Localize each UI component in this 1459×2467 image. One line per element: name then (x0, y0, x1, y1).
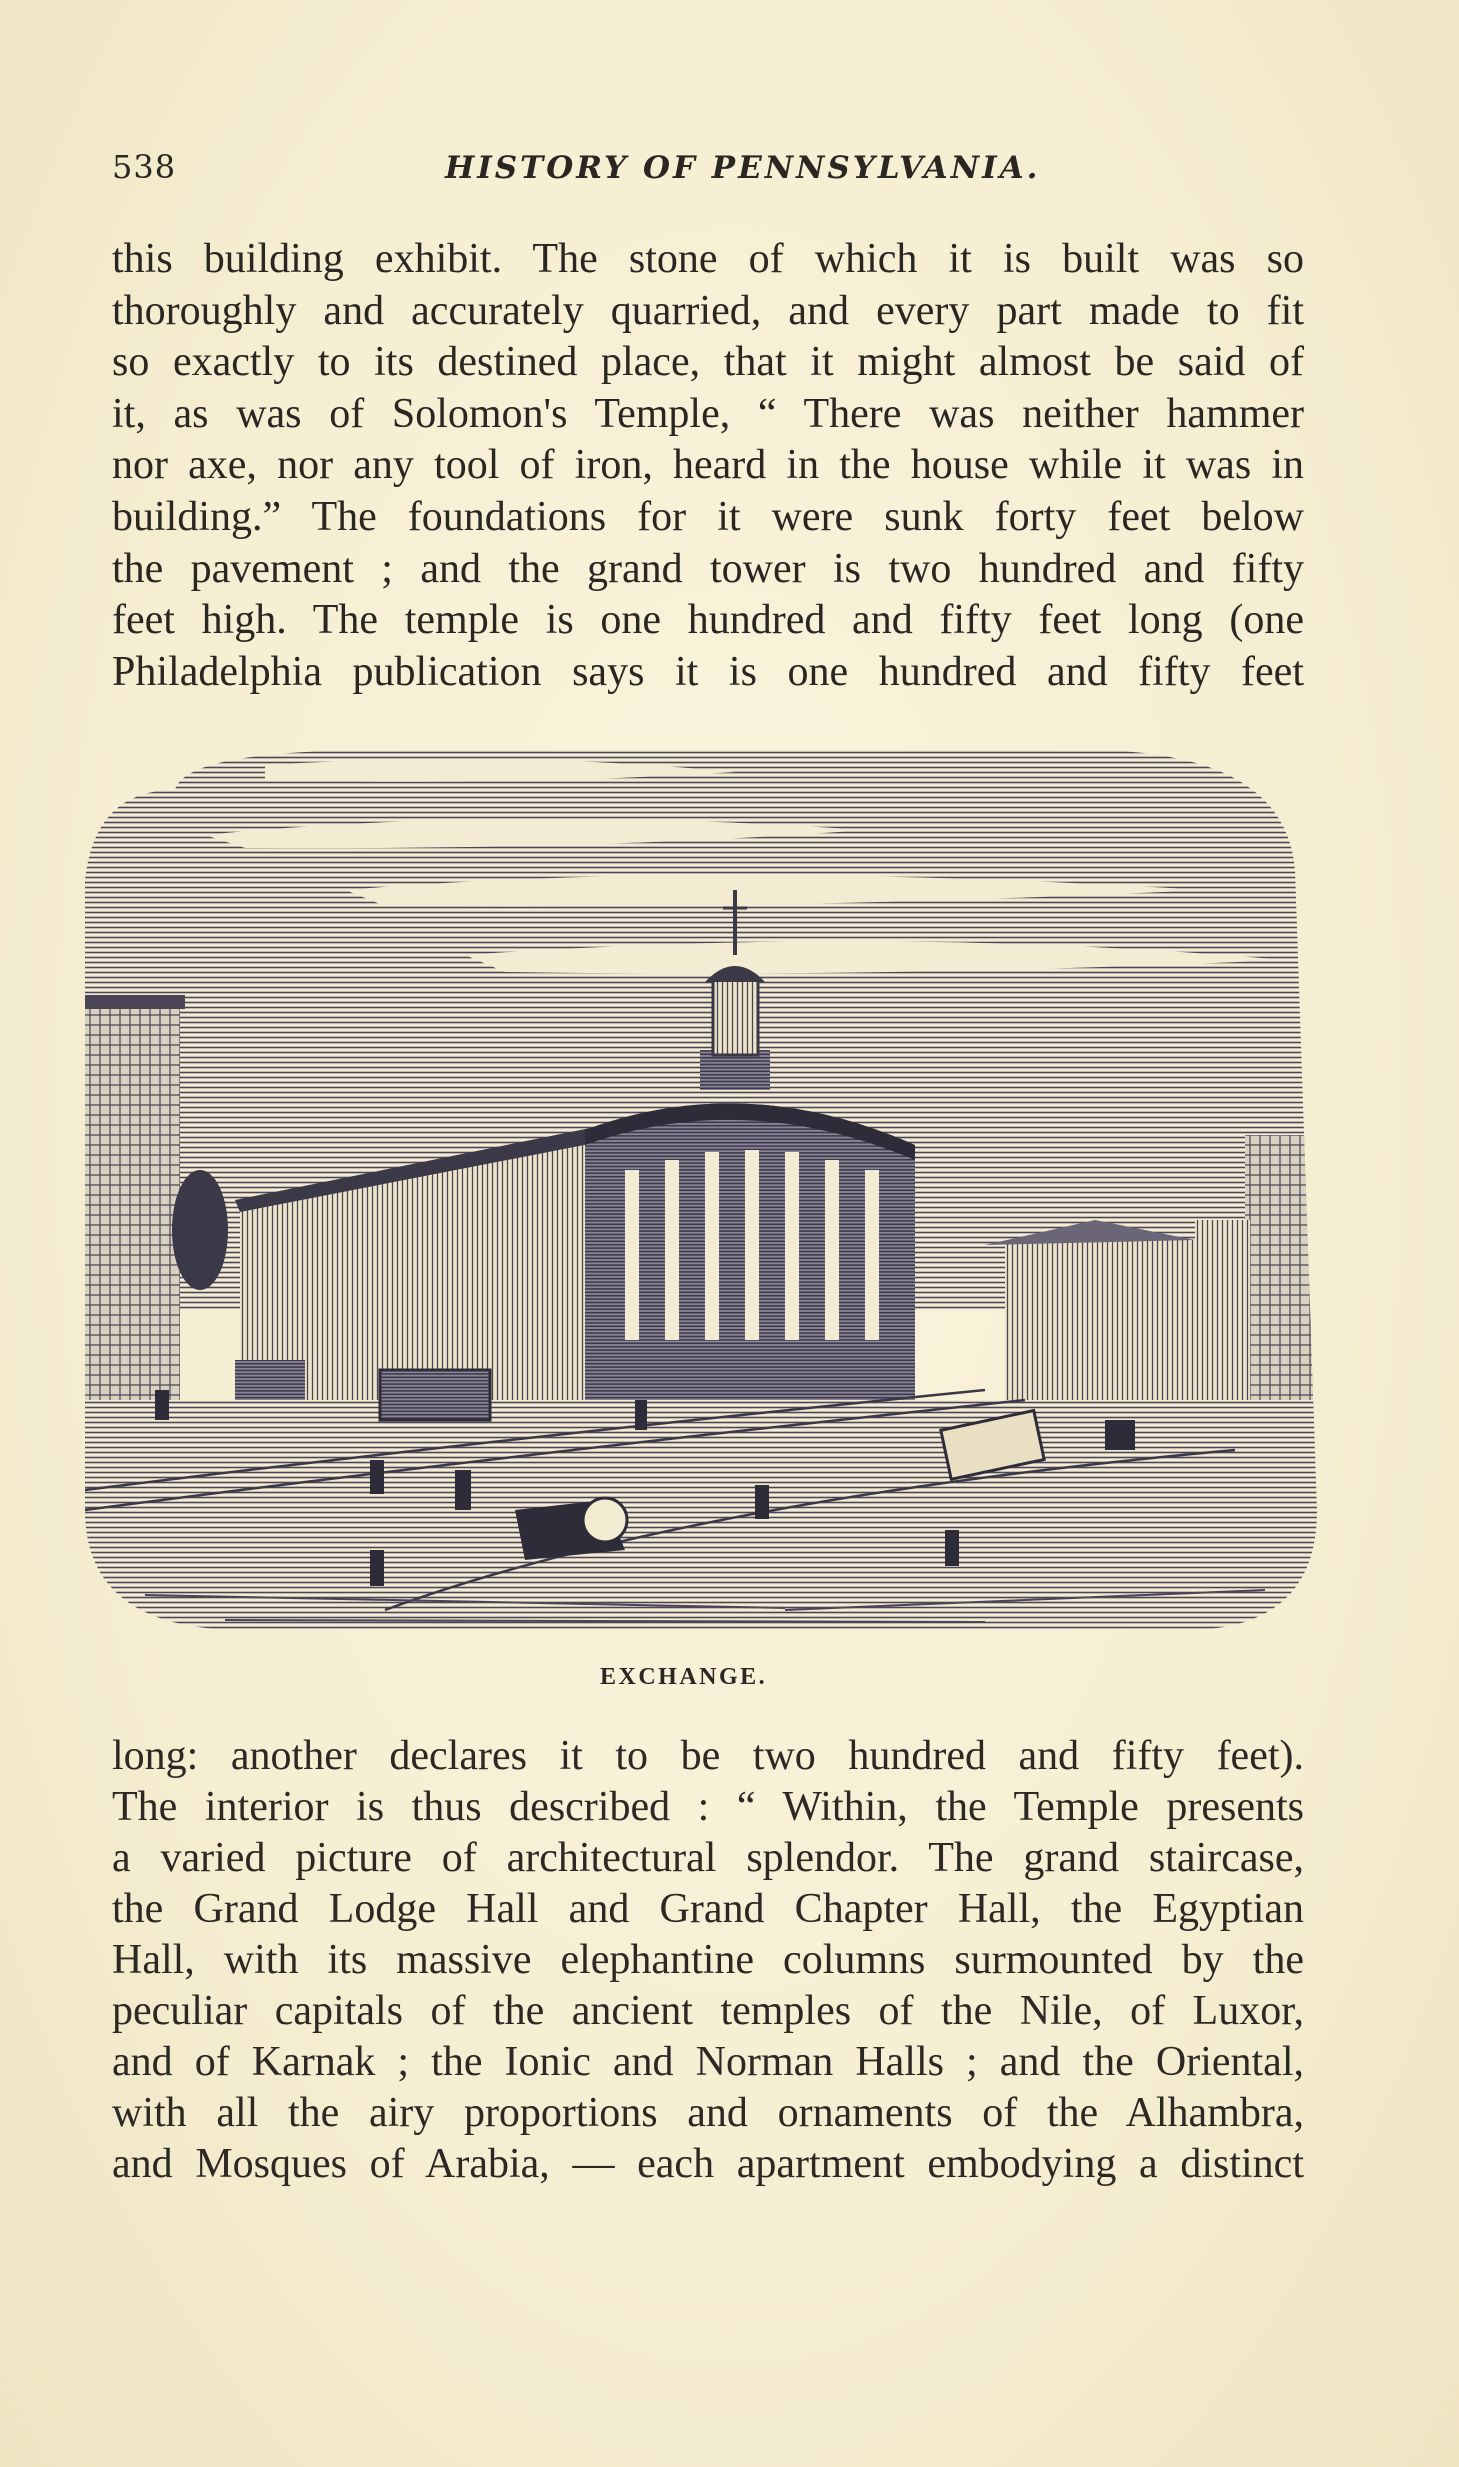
text-line: the Grand Lodge Hall and Grand Chapter Hall, the Egyptian (112, 1886, 1304, 1932)
text-line: nor axe, nor any tool of iron, heard in the house while it was in (112, 442, 1304, 489)
right-building (1245, 1135, 1317, 1435)
body-text-top (112, 234, 1304, 698)
text-line: peculiar capitals of the ancient temples of the Nile, of Luxor, (112, 1988, 1304, 2034)
text-line: The interior is thus described : “ Within, the Temple presents (112, 1784, 1304, 1830)
tower-lantern (713, 980, 758, 1055)
text-line: and Mosques of Arabia, — each apartment embodying a distinct (112, 2141, 1304, 2187)
exchange-engraving (85, 750, 1317, 1630)
text-line: long: another declares it to be two hundred and fifty feet). (112, 1733, 1304, 1779)
text-line: feet high. The temple is one hundred and fifty feet long (one (112, 597, 1304, 644)
running-head: HISTORY OF PENNSYLVANIA. (445, 150, 1041, 186)
page-number: 538 (112, 148, 177, 186)
text-line: this building exhibit. The stone of which it is built was so (112, 236, 1304, 282)
text-line: it, as was of Solomon's Temple, “ There was neither hammer (112, 390, 1304, 437)
text-line: and of Karnak ; the Ionic and Norman Halls ; and the Oriental, (112, 2039, 1304, 2085)
left-building (85, 1000, 180, 1400)
text-line: with all the airy proportions and ornaments of the Alhambra, (112, 2090, 1304, 2136)
text-line: a varied picture of architectural splendor. The grand staircase, (112, 1835, 1304, 1881)
distant-building (1005, 1240, 1195, 1400)
text-line: thoroughly and accurately quarried, and every part made to fit (112, 287, 1304, 334)
text-line: so exactly to its destined place, that it might almost be said of (112, 339, 1304, 386)
body-text-bottom (112, 1731, 1304, 2190)
text-line: the pavement ; and the grand tower is two hundred and fifty (112, 545, 1304, 592)
text-line: Philadelphia publication says it is one hundred and fifty feet (112, 648, 1304, 695)
text-line: Hall, with its massive elephantine columns surmounted by the (112, 1937, 1304, 1983)
figure-caption: EXCHANGE. (600, 1664, 768, 1690)
text-line: building.” The foundations for it were sunk forty feet below (112, 493, 1304, 540)
engraving-scene (85, 750, 1317, 1630)
